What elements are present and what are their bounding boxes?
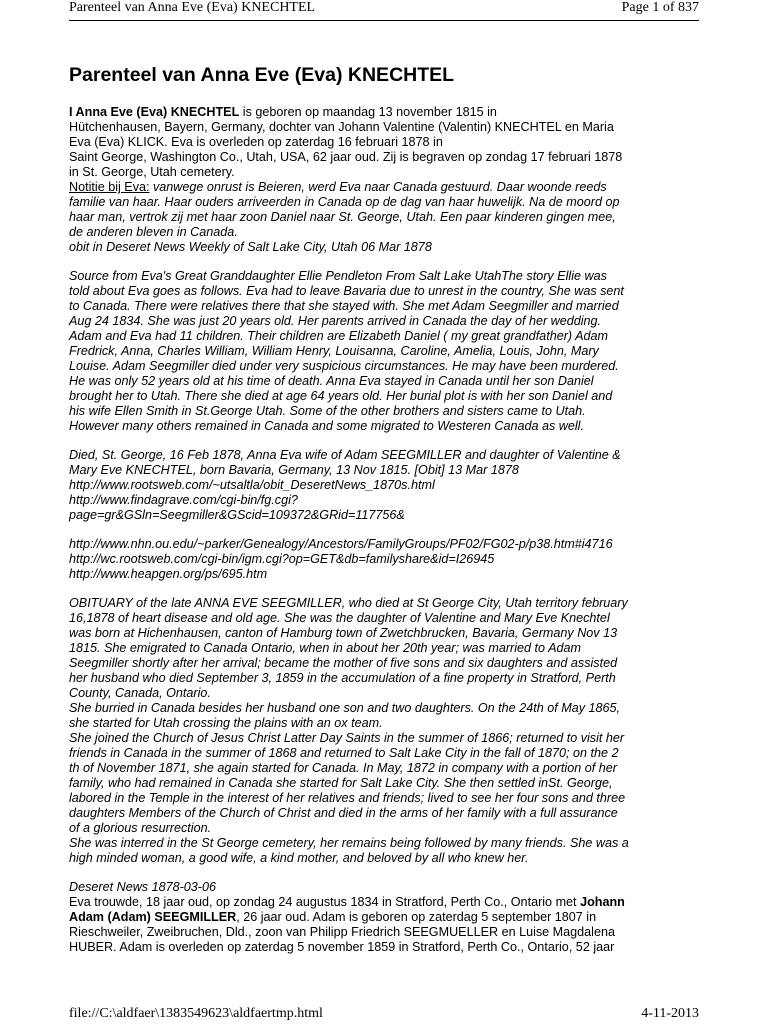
document-body xyxy=(69,62,709,955)
url-link[interactable]: http://www.findagrave.com/cgi-bin/fg.cgi? xyxy=(69,493,298,507)
marriage-source: Deseret News 1878-03-06 xyxy=(69,880,217,894)
died-line: Mary Eve KNECHTEL, born Bavaria, Germany, 13 Nov 1815. [Obit] 13 Mar 1878 xyxy=(69,463,519,477)
note-label: Notitie bij Eva: xyxy=(69,180,150,194)
marriage-line: Eva trouwde, 18 jaar oud, op zondag 24 augustus 1834 in Stratford, Perth Co., Ontario met Johann xyxy=(69,895,625,909)
page-title: Parenteel van Anna Eve (Eva) KNECHTEL xyxy=(69,64,455,86)
note-line: obit in Deseret News Weekly of Salt Lake City, Utah 06 Mar 1878 xyxy=(69,240,432,254)
obituary-line: She burried in Canada besides her husband one son and two daughters. On the 24th of May 1865, xyxy=(69,701,621,715)
intro-line: Eva (Eva) KLICK. Eva is overleden op zaterdag 16 februari 1878 in xyxy=(69,135,443,149)
obituary-line: her husband who died September 3, 1859 in the accumulation of a fine property in Stratford, Perth xyxy=(69,671,616,685)
page-header xyxy=(0,0,768,20)
obituary-line: family, who had remained in Canada she started for Salt Lake City. She then settled inSt. George, xyxy=(69,776,613,790)
note-line: de anderen bleven in Canada. xyxy=(69,225,238,239)
source-paragraph xyxy=(69,269,709,434)
obituary-line: OBITUARY of the late ANNA EVE SEEGMILLER, who died at St George City, Utah territory february xyxy=(69,596,628,610)
obituary-line: Seegmiller shortly after her arrival; became the mother of five sons and six daughters and assisted xyxy=(69,656,618,670)
intro-paragraph xyxy=(69,105,709,255)
source-line: Adam and Eva had 11 children. Their children are Elizabeth Daniel ( my great grandfather) Adam xyxy=(69,329,609,343)
header-title: Parenteel van Anna Eve (Eva) KNECHTEL xyxy=(69,0,316,15)
note-line: haar man, vertrok zij met haar zoon Daniel naar St. George, Utah. Een paar kinderen gingen mee, xyxy=(69,210,616,224)
header-divider xyxy=(69,20,699,21)
source-line: He was only 52 years old at his time of death. Anna Eva stayed in Canada until her son Daniel xyxy=(69,374,594,388)
note-line: Notitie bij Eva: vanwege onrust is Beieren, werd Eva naar Canada gestuurd. Daar woonde reeds xyxy=(69,180,607,194)
source-line: to Canada. There were relatives there that she stayed with. She met Adam Seegmiller and married xyxy=(69,299,619,313)
intro-line: Hütchenhausen, Bayern, Germany, dochter van Johann Valentine (Valentin) KNECHTEL en Maria xyxy=(69,120,614,134)
died-paragraph xyxy=(69,448,709,523)
url-link[interactable]: http://www.heapgen.org/ps/695.htm xyxy=(69,567,268,581)
obituary-paragraph xyxy=(69,596,709,866)
obituary-line: friends in Canada in the summer of 1868 and returned to Salt Lake City in the fall of 1870; on the 2 xyxy=(69,746,619,760)
intro-line: Saint George, Washington Co., Utah, USA, 62 jaar oud. Zij is begraven op zondag 17 februari 1878 xyxy=(69,150,623,164)
spouse-name: Johann xyxy=(580,895,625,909)
obituary-line: th of November 1871, she again started for Canada. In May, 1872 in company with a portion of her xyxy=(69,761,617,775)
footer-file-path: file://C:\aldfaer\1383549623\aldfaertmp.html xyxy=(69,1006,323,1021)
source-line: brought her to Utah. There she died at age 64 years old. Her burial plot is with her son Daniel and xyxy=(69,389,613,403)
source-line: told about Eva goes as follows. Eva had to leave Bavaria due to unrest in the country, She was sent xyxy=(69,284,624,298)
obituary-line: she started for Utah crossing the plains with an ox team. xyxy=(69,716,383,730)
obituary-line: was born at Hichenhausen, canton of Hamburg town of Zwetchbrucken, Bavaria, Germany Nov 13 xyxy=(69,626,618,640)
died-line: Died, St. George, 16 Feb 1878, Anna Eva wife of Adam SEEGMILLER and daughter of Valentine & xyxy=(69,448,621,462)
marriage-line: HUBER. Adam is overleden op zaterdag 5 november 1859 in Stratford, Perth Co., Ontario, 52 jaar xyxy=(69,940,615,954)
url-link[interactable]: http://www.nhn.ou.edu/~parker/Genealogy/Ancestors/FamilyGroups/PF02/FG02-p/p38.htm#i4716 xyxy=(69,537,613,551)
obituary-line: 16,1878 of heart disease and old age. She was the daughter of Valentine and Mary Eve Knechtel xyxy=(69,611,610,625)
source-line: Source from Eva's Great Granddaughter Ellie Pendleton From Salt Lake UtahThe story Ellie was xyxy=(69,269,607,283)
source-line: Aug 24 1834. She was just 20 years old. Her parents arrived in Canada the day of her wedding. xyxy=(69,314,602,328)
url-link[interactable]: page=gr&GSln=Seegmiller&GScid=109372&GRid=117756& xyxy=(69,508,405,522)
url-link[interactable]: http://www.rootsweb.com/~utsaltla/obit_DeseretNews_1870s.html xyxy=(69,478,435,492)
links-paragraph xyxy=(69,537,709,582)
obituary-line: daughters Members of the Church of Christ and died in the arms of her family with a full assurance xyxy=(69,806,618,820)
marriage-paragraph xyxy=(69,880,709,955)
intro-line: I Anna Eve (Eva) KNECHTEL is geboren op maandag 13 november 1815 in xyxy=(69,105,497,119)
obituary-line: labored in the Temple in the interest of her relatives and friends; lived to see her four sons and three xyxy=(69,791,626,805)
obituary-line: of a glorious resurrection. xyxy=(69,821,212,835)
obituary-line: She joined the Church of Jesus Christ Latter Day Saints in the summer of 1866; returned to visit her xyxy=(69,731,625,745)
marriage-line: Adam (Adam) SEEGMILLER, 26 jaar oud. Adam is geboren op zaterdag 5 september 1807 in xyxy=(69,910,597,924)
spouse-name: Adam (Adam) SEEGMILLER xyxy=(69,910,237,924)
source-line: Fredrick, Anna, Charles William, William Henry, Louisanna, Caroline, Amelia, Louis, John, Mary xyxy=(69,344,599,358)
url-link[interactable]: http://wc.rootsweb.com/cgi-bin/igm.cgi?op=GET&db=familyshare&id=I26945 xyxy=(69,552,495,566)
obituary-line: 1815. She emigrated to Canada Ontario, when in about her 20th year; was married to Adam xyxy=(69,641,581,655)
marriage-line: Rieschweiler, Zweibruchen, Dld., zoon van Philipp Friedrich SEEGMUELLER en Luise Magdalena xyxy=(69,925,615,939)
source-line: However many others remained in Canada and some migrated to Westeren Canada as well. xyxy=(69,419,584,433)
source-line: his wife Ellen Smith in St.George Utah. Some of the other brothers and sisters came to Utah. xyxy=(69,404,586,418)
person-name: I Anna Eve (Eva) KNECHTEL xyxy=(69,105,240,119)
footer-date: 4-11-2013 xyxy=(641,1006,699,1021)
obituary-line: She was interred in the St George cemetery, her remains being followed by many friends. She was a xyxy=(69,836,629,850)
header-page-number: Page 1 of 837 xyxy=(621,0,699,15)
intro-line: in St. George, Utah cemetery. xyxy=(69,165,235,179)
source-line: Louise. Adam Seegmiller died under very suspicious circumstances. He may have been murdered. xyxy=(69,359,619,373)
obituary-line: high minded woman, a good wife, a kind mother, and beloved by all who knew her. xyxy=(69,851,529,865)
note-line: familie van haar. Haar ouders arriveerden in Canada op de dag van haar huwelijk. Na de moord op xyxy=(69,195,620,209)
obituary-line: County, Canada, Ontario. xyxy=(69,686,211,700)
